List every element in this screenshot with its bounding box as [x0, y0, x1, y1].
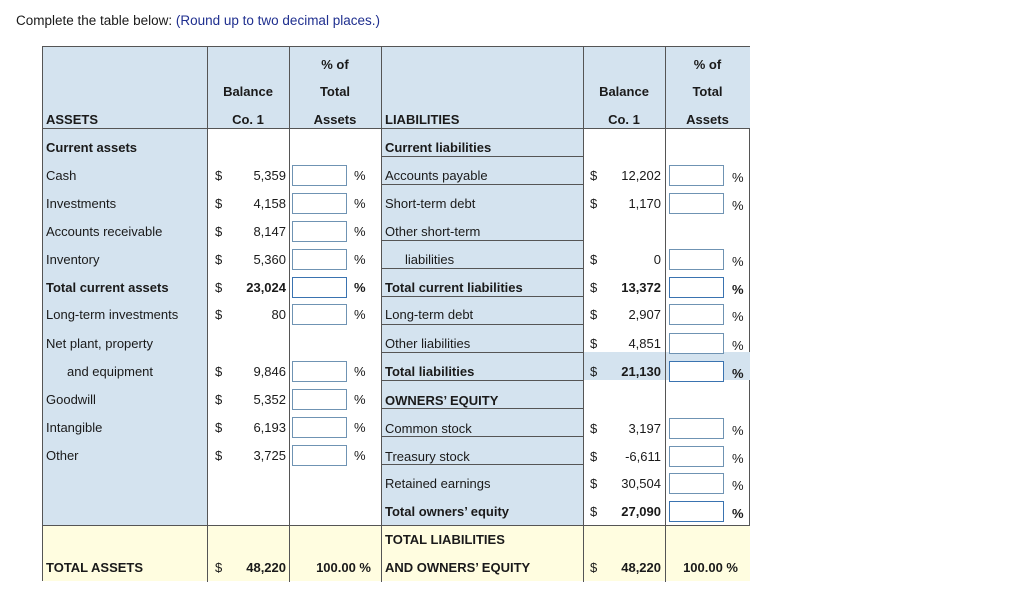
dollar-sign: $: [215, 364, 223, 379]
asset-label-band: [43, 128, 207, 525]
liability-row-label: Other liabilities: [385, 336, 471, 351]
instructions: [16, 13, 380, 28]
percent-sign: %: [732, 506, 744, 521]
liability-pct-input[interactable]: [669, 501, 724, 522]
total-liabilities-equity-pct: 100.00 %: [683, 560, 738, 575]
percent-sign: %: [354, 280, 366, 295]
dollar-sign: $: [215, 420, 223, 435]
asset-row-value: 9,846: [253, 364, 286, 379]
percent-sign: %: [732, 451, 744, 466]
header-divider: [43, 128, 750, 129]
percent-sign: %: [732, 170, 744, 185]
asset-row-value: 5,352: [253, 392, 286, 407]
liability-row-divider: [381, 436, 583, 437]
dollar-sign: $: [590, 364, 598, 379]
total-assets-pct: 100.00 %: [316, 560, 371, 575]
percent-sign: %: [354, 448, 366, 463]
liability-row-value: 4,851: [628, 336, 661, 351]
header-pct-line2-right: Total: [692, 84, 723, 99]
dollar-sign: $: [590, 560, 598, 575]
liability-row-label: Long-term debt: [385, 307, 474, 322]
dollar-sign: $: [215, 252, 223, 267]
asset-row-label: Other: [46, 448, 79, 463]
liability-row-divider: [381, 184, 583, 185]
dollar-sign: $: [590, 307, 598, 322]
asset-row-value: 80: [271, 307, 286, 322]
instructions-text: Complete the table below:: [16, 13, 173, 28]
asset-row-value: 23,024: [246, 280, 286, 295]
asset-pct-input[interactable]: [292, 277, 347, 298]
liability-pct-input[interactable]: [669, 304, 724, 325]
liability-row-divider: [381, 352, 583, 353]
liability-row-value: 27,090: [621, 504, 661, 519]
liability-row-label: Total liabilities: [385, 364, 475, 379]
liability-row-value: 1,170: [628, 196, 661, 211]
asset-pct-input[interactable]: [292, 361, 347, 382]
liability-pct-input[interactable]: [669, 361, 724, 382]
percent-sign: %: [354, 168, 366, 183]
liability-pct-input[interactable]: [669, 333, 724, 354]
dollar-sign: $: [215, 307, 223, 322]
liability-row-label: Short-term debt: [385, 196, 476, 211]
liability-row-label: Other short-term: [385, 224, 481, 239]
liability-row-value: 21,130: [621, 364, 661, 379]
footer-divider: [43, 525, 750, 526]
header-pct-line1: % of: [321, 57, 349, 72]
percent-sign: %: [354, 252, 366, 267]
asset-row-label: Inventory: [46, 252, 100, 267]
header-pct-line3-right: Assets: [686, 112, 729, 127]
header-balance-line1-right: Balance: [599, 84, 649, 99]
liability-row-label: Accounts payable: [385, 168, 488, 183]
liability-row-label: Total owners’ equity: [385, 504, 510, 519]
total-assets-value: 48,220: [246, 560, 286, 575]
asset-pct-input[interactable]: [292, 445, 347, 466]
percent-sign: %: [732, 309, 744, 324]
asset-row-label: and equipment: [67, 364, 154, 379]
dollar-sign: $: [590, 421, 598, 436]
percent-sign: %: [732, 282, 744, 297]
asset-pct-input[interactable]: [292, 417, 347, 438]
liability-label-band: [381, 128, 583, 525]
percent-sign: %: [354, 420, 366, 435]
liability-row-label: OWNERS’ EQUITY: [385, 393, 499, 408]
percent-sign: %: [354, 307, 366, 322]
current-liabilities-header: Current liabilities: [385, 140, 492, 155]
liability-pct-input[interactable]: [669, 473, 724, 494]
asset-pct-input[interactable]: [292, 221, 347, 242]
liability-row-divider: [381, 324, 583, 325]
dollar-sign: $: [590, 196, 598, 211]
dollar-sign: $: [590, 280, 598, 295]
liability-row-label: Common stock: [385, 421, 472, 436]
liability-row-label: Retained earnings: [385, 476, 491, 491]
percent-sign: %: [732, 338, 744, 353]
liability-pct-input[interactable]: [669, 446, 724, 467]
dollar-sign: $: [215, 392, 223, 407]
liability-pct-input[interactable]: [669, 277, 724, 298]
liability-row-value: 13,372: [621, 280, 661, 295]
header-pct-line1-right: % of: [693, 57, 722, 72]
liability-row-divider: [381, 156, 583, 157]
liability-pct-input[interactable]: [669, 418, 724, 439]
dollar-sign: $: [215, 224, 223, 239]
asset-pct-input[interactable]: [292, 249, 347, 270]
asset-row-label: Long-term investments: [46, 307, 179, 322]
dollar-sign: $: [215, 280, 223, 295]
header-assets: ASSETS: [46, 112, 99, 127]
instructions-hint: (Round up to two decimal places.): [175, 13, 380, 28]
dollar-sign: $: [215, 448, 223, 463]
asset-row-label: Investments: [46, 196, 117, 211]
liability-row-divider: [381, 296, 583, 297]
asset-row-label: Accounts receivable: [46, 224, 163, 239]
asset-pct-input[interactable]: [292, 193, 347, 214]
header-liabilities: LIABILITIES: [385, 112, 460, 127]
dollar-sign: $: [590, 504, 598, 519]
liability-row-value: 2,907: [628, 307, 661, 322]
liability-pct-input[interactable]: [669, 193, 724, 214]
dollar-sign: $: [215, 196, 223, 211]
asset-row-label: Intangible: [46, 420, 103, 435]
total-liabilities-equity-line1: TOTAL LIABILITIES: [385, 532, 505, 547]
header-pct-line2: Total: [319, 84, 351, 99]
liability-row-divider: [381, 268, 583, 269]
liability-row-value: -6,611: [625, 449, 661, 464]
liability-pct-input[interactable]: [669, 249, 724, 270]
liability-row-divider: [381, 240, 583, 241]
asset-row-value: 6,193: [253, 420, 286, 435]
percent-sign: %: [354, 196, 366, 211]
percent-sign: %: [354, 392, 366, 407]
asset-row-value: 3,725: [253, 448, 286, 463]
total-liabilities-equity-line2: AND OWNERS’ EQUITY: [385, 560, 531, 575]
dollar-sign: $: [590, 336, 598, 351]
percent-sign: %: [732, 478, 744, 493]
dollar-sign: $: [590, 449, 598, 464]
asset-row-value: 4,158: [253, 196, 286, 211]
dollar-sign: $: [590, 476, 598, 491]
asset-pct-input[interactable]: [292, 165, 347, 186]
percent-sign: %: [732, 366, 744, 381]
percent-sign: %: [732, 254, 744, 269]
total-assets-label: TOTAL ASSETS: [46, 560, 144, 575]
asset-row-label: Goodwill: [46, 392, 96, 407]
liability-row-value: 12,202: [621, 168, 661, 183]
liability-row-value: 3,197: [628, 421, 661, 436]
percent-sign: %: [732, 423, 744, 438]
liability-row-label: Total current liabilities: [385, 280, 523, 295]
total-liabilities-equity-value: 48,220: [621, 560, 661, 575]
liability-row-divider: [381, 380, 583, 381]
dollar-sign: $: [590, 168, 598, 183]
asset-pct-input[interactable]: [292, 304, 347, 325]
asset-row-label: Net plant, property: [46, 336, 153, 351]
percent-sign: %: [354, 364, 366, 379]
dollar-sign: $: [215, 168, 223, 183]
liability-row-label: liabilities: [405, 252, 455, 267]
current-assets-header: Current assets: [46, 140, 138, 155]
header-balance-line2-right: Co. 1: [608, 112, 640, 127]
dollar-sign: $: [590, 252, 598, 267]
header-balance-line2: Co. 1: [232, 112, 264, 127]
liability-row-value: 0: [653, 252, 661, 267]
percent-sign: %: [354, 224, 366, 239]
liability-row-divider: [381, 464, 583, 465]
liability-row-label: Treasury stock: [385, 449, 470, 464]
asset-row-value: 8,147: [253, 224, 286, 239]
asset-pct-input[interactable]: [292, 389, 347, 410]
liability-pct-input[interactable]: [669, 165, 724, 186]
liability-row-divider: [381, 408, 583, 409]
asset-row-label: Cash: [46, 168, 77, 183]
liability-row-value: 30,504: [621, 476, 661, 491]
dollar-sign: $: [215, 560, 223, 575]
balance-sheet-table: [42, 46, 750, 581]
asset-row-label: Total current assets: [46, 280, 169, 295]
asset-row-value: 5,360: [253, 252, 286, 267]
header-pct-line3: Assets: [313, 112, 357, 127]
asset-row-value: 5,359: [253, 168, 286, 183]
header-balance-line1: Balance: [223, 84, 273, 99]
percent-sign: %: [732, 198, 744, 213]
